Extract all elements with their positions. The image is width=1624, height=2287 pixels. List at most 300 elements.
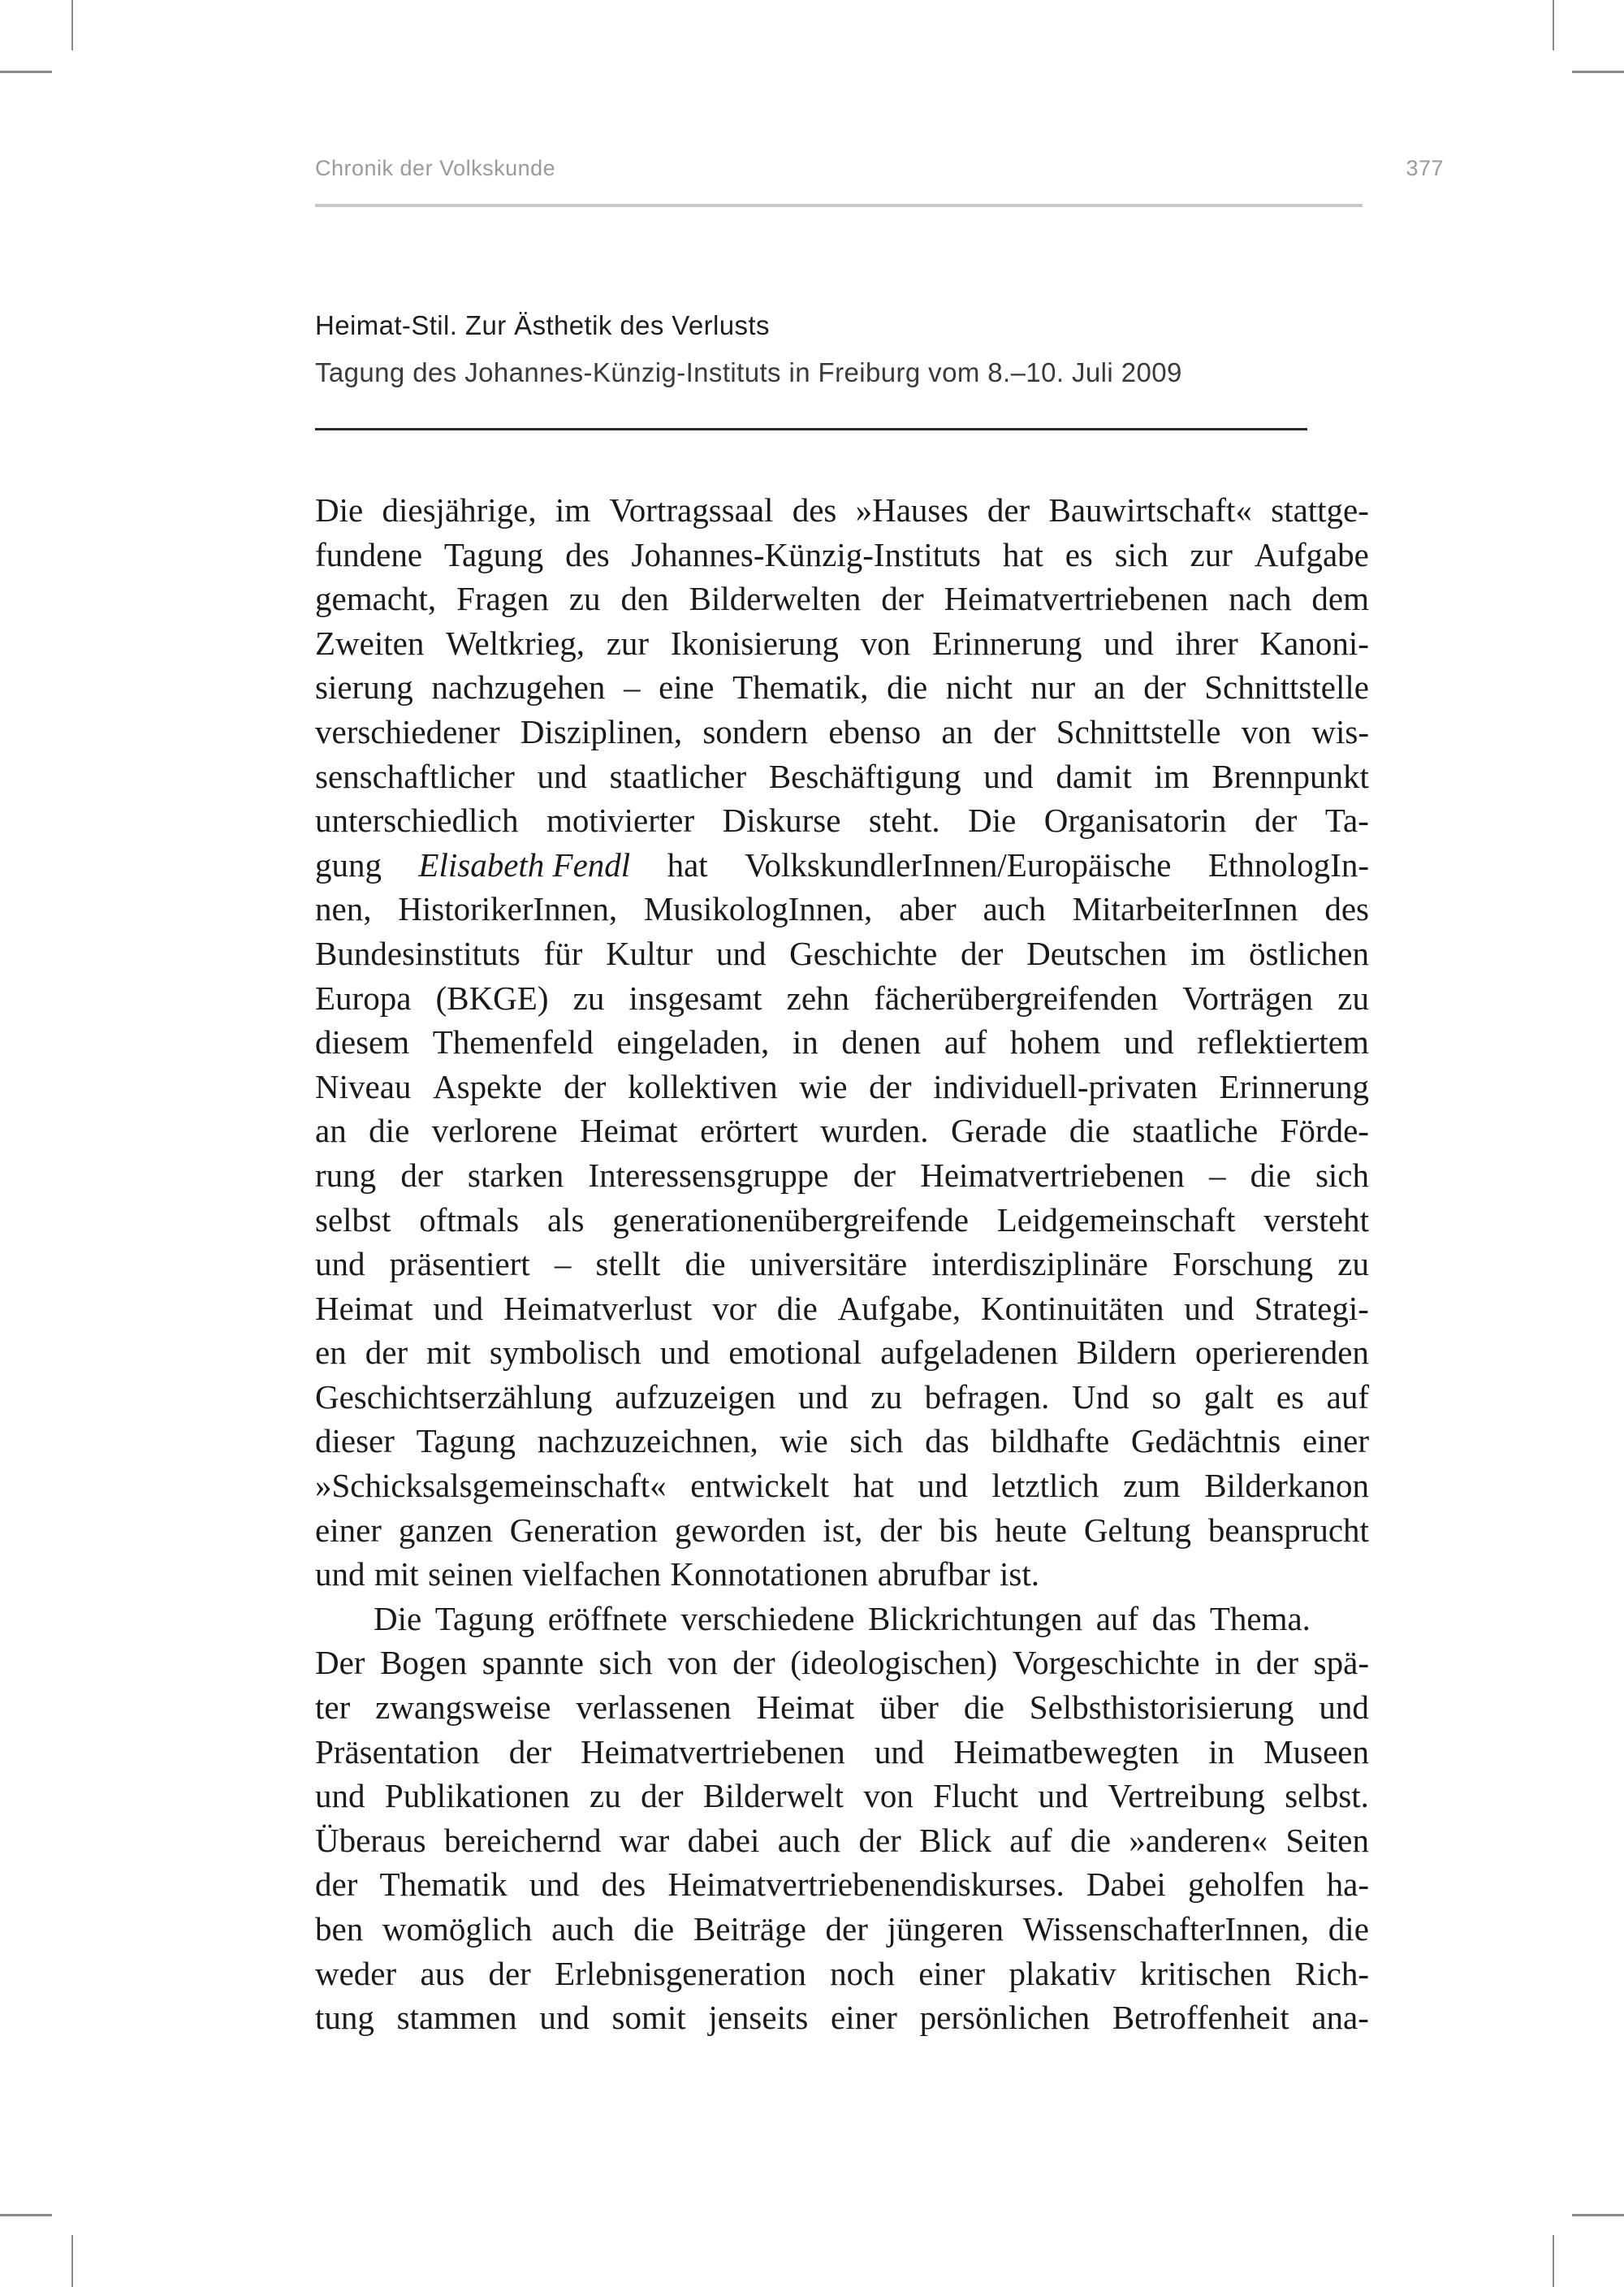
word: Heimat <box>580 1112 678 1150</box>
word: hohem <box>1009 1023 1101 1061</box>
word: der <box>400 1156 443 1194</box>
word: Konnotationen <box>670 1555 869 1593</box>
word: im <box>1154 757 1190 795</box>
word: und <box>1124 1023 1174 1061</box>
word: Tagung <box>434 1599 535 1637</box>
word: so <box>1151 1377 1181 1416</box>
word: universitäre <box>749 1245 908 1283</box>
word: in <box>792 1023 818 1061</box>
word: Bundesinstituts <box>315 934 520 972</box>
word: sich <box>1315 1156 1369 1194</box>
word: senschaftlicher <box>315 757 515 795</box>
word: die <box>887 668 928 707</box>
word: und <box>537 757 588 795</box>
word: Geschichte <box>789 934 938 972</box>
word: ter <box>315 1688 351 1727</box>
crop-mark-top-right-vertical <box>1553 0 1554 50</box>
word: Fragen <box>456 580 549 618</box>
text-line <box>315 1020 1369 1065</box>
word: kritischen <box>1139 1954 1272 1992</box>
word: und <box>539 1999 590 2037</box>
word: Der <box>315 1644 365 1682</box>
word: MitarbeiterInnen <box>1072 890 1298 928</box>
word: (ideologischen) <box>790 1644 998 1682</box>
word: Heimatvertriebenen <box>944 580 1209 618</box>
word: fächerübergreifenden <box>874 979 1159 1017</box>
word: Heimatverlust <box>503 1289 693 1327</box>
word: HistorikerInnen, <box>398 890 618 928</box>
word: Vorträgen <box>1182 979 1314 1017</box>
word: verschiedene <box>680 1599 855 1637</box>
word: VolkskundlerInnen/Europäische <box>745 845 1172 884</box>
word: Ta- <box>1324 802 1369 840</box>
word: Weltkrieg, <box>446 624 585 662</box>
word: in <box>1208 1732 1235 1770</box>
word: bereichernd <box>443 1821 602 1859</box>
word: an <box>1093 668 1125 707</box>
word: der <box>564 1067 607 1105</box>
word: verlorene <box>431 1112 558 1150</box>
word: vor <box>712 1289 757 1327</box>
text-line <box>315 1419 1369 1463</box>
word: vielfachen <box>522 1555 662 1593</box>
word: und <box>659 1334 710 1372</box>
italic-name: Elisabeth Fendl <box>418 845 631 884</box>
word: Blickrichtungen <box>868 1599 1083 1637</box>
word: verschiedener <box>315 712 500 750</box>
word: der <box>858 1821 901 1859</box>
word: von <box>863 1777 914 1815</box>
word: abrufbar <box>877 1555 991 1593</box>
word: ihrer <box>1175 624 1238 662</box>
text-line <box>315 488 1369 533</box>
word: einer <box>918 1954 986 1992</box>
word: und <box>1184 1289 1234 1327</box>
word: Schnittstelle <box>1204 668 1369 707</box>
word: Heimatbewegten <box>953 1732 1180 1770</box>
text-line <box>315 1685 1369 1730</box>
word: Vortragssaal <box>609 491 774 529</box>
word: entwickelt <box>690 1467 830 1505</box>
word: Ikonisierung <box>670 624 840 662</box>
text-line <box>315 710 1369 754</box>
word: Museen <box>1263 1732 1369 1770</box>
word: auf <box>1326 1377 1369 1416</box>
word: hat <box>853 1467 894 1505</box>
word: als <box>546 1200 585 1239</box>
word: die <box>1250 1156 1291 1194</box>
word: en <box>315 1334 347 1372</box>
word: Erlebnisgeneration <box>555 1954 806 1992</box>
article-subtitle: Tagung des Johannes-Künzig-Instituts in Freiburg vom 8.–10. Juli 2009 <box>315 357 1182 387</box>
word: Thematik, <box>732 668 869 707</box>
word: Gedächtnis <box>1130 1422 1281 1460</box>
word: ben <box>315 1910 364 1948</box>
word: der <box>993 712 1036 750</box>
word: Tagung <box>443 535 544 573</box>
word: Thema. <box>1209 1599 1311 1637</box>
word: befragen. <box>924 1377 1050 1416</box>
word: und <box>433 1289 484 1327</box>
word: jüngeren <box>887 1910 1004 1948</box>
text-line <box>315 1375 1369 1420</box>
word: und <box>315 1555 365 1593</box>
word: sich <box>598 1644 653 1682</box>
word: die <box>963 1688 1004 1727</box>
word: jenseits <box>708 1999 809 2037</box>
word: Dabei <box>1086 1865 1166 1904</box>
word: Aufgabe <box>1254 535 1369 573</box>
word: Aufgabe, <box>837 1289 961 1327</box>
word: und <box>1038 1777 1088 1815</box>
word: Die <box>968 802 1017 840</box>
word: motivierter <box>546 802 695 840</box>
word: Beiträge <box>693 1910 806 1948</box>
word: emotional <box>728 1334 862 1372</box>
text-line <box>315 887 1369 932</box>
word: nachzuzeichnen, <box>537 1422 758 1460</box>
word: aufzuzeigen <box>615 1377 776 1416</box>
word: Rich- <box>1294 1954 1369 1992</box>
word: Bogen <box>380 1644 468 1682</box>
text-line <box>315 1641 1369 1685</box>
word: zu <box>568 580 601 618</box>
word: ist, <box>823 1511 863 1549</box>
word: Geschichtserzählung <box>315 1377 593 1416</box>
word: Betroffenheit <box>1112 1999 1289 2037</box>
word: Themenfeld <box>432 1023 594 1061</box>
text-line <box>315 1286 1369 1331</box>
word: hat <box>1002 535 1043 573</box>
word: reflektiertem <box>1197 1023 1369 1061</box>
text-line <box>315 1995 1369 2040</box>
text-line <box>315 1109 1369 1153</box>
word: im <box>1190 934 1226 972</box>
word: »Hauses <box>855 491 969 529</box>
word: – <box>554 1245 572 1283</box>
word: des <box>601 1865 646 1904</box>
text-line <box>315 1065 1369 1109</box>
word: selbst. <box>1285 1777 1369 1815</box>
word: Die <box>374 1599 422 1637</box>
word: unterschiedlich <box>315 802 519 840</box>
word: womöglich <box>382 1910 533 1948</box>
word: zu <box>870 1377 902 1416</box>
word: mit <box>426 1334 471 1372</box>
word: der <box>961 934 1004 972</box>
word: nicht <box>945 668 1013 707</box>
word: (BKGE) <box>435 979 549 1017</box>
word: der <box>881 580 924 618</box>
word: einer <box>1302 1422 1369 1460</box>
word: ha- <box>1326 1865 1369 1904</box>
word: zu <box>1337 1245 1369 1283</box>
word: mit <box>374 1555 419 1593</box>
word: Bilderkanon <box>1204 1467 1369 1505</box>
word: Strategi- <box>1254 1289 1369 1327</box>
word: zum <box>1123 1467 1181 1505</box>
running-head <box>315 156 1444 181</box>
word: sich <box>849 1422 904 1460</box>
word: galt <box>1203 1377 1255 1416</box>
word: noch <box>830 1954 895 1992</box>
word: auf <box>1095 1599 1139 1637</box>
word: nach <box>1229 580 1292 618</box>
text-line <box>315 1463 1369 1508</box>
word: Beschäftigung <box>768 757 961 795</box>
word: Europa <box>315 979 412 1017</box>
word: dabei <box>687 1821 760 1859</box>
text-line <box>315 798 1369 843</box>
word: Schnittstelle <box>1056 712 1221 750</box>
word: steht. <box>868 802 940 840</box>
word: auf <box>944 1023 987 1061</box>
word: Heimat <box>756 1688 855 1727</box>
word: stellt <box>595 1245 661 1283</box>
word: beansprucht <box>1207 1511 1369 1549</box>
word: die <box>633 1910 675 1948</box>
word: starken <box>467 1156 564 1194</box>
word: operierenden <box>1194 1334 1369 1372</box>
text-line <box>315 1242 1369 1286</box>
word: Disziplinen, <box>520 712 683 750</box>
word: Erinnerung <box>1219 1067 1369 1105</box>
word: Deutschen <box>1026 934 1168 972</box>
text-line <box>315 1198 1369 1243</box>
word: spä- <box>1313 1644 1369 1682</box>
word: Tagung <box>416 1422 516 1460</box>
text-line <box>315 1153 1369 1198</box>
word: zur <box>1190 535 1233 573</box>
text-line <box>315 1330 1369 1375</box>
crop-mark-bottom-left-horizontal <box>0 2214 52 2216</box>
word: Gerade <box>950 1112 1047 1150</box>
word: Bilderwelt <box>702 1777 844 1815</box>
word: der <box>1255 1644 1299 1682</box>
word: einer <box>315 1511 382 1549</box>
word: letztlich <box>991 1467 1099 1505</box>
word: dieser <box>315 1422 395 1460</box>
word: und <box>529 1865 580 1904</box>
word: Brennpunkt <box>1212 757 1369 795</box>
word: Selbsthistorisierung <box>1029 1688 1294 1727</box>
word: Organisatorin <box>1043 802 1227 840</box>
word: in <box>1215 1644 1242 1682</box>
word: für <box>543 934 583 972</box>
word: eröffnete <box>547 1599 667 1637</box>
word: Leidgemeinschaft <box>996 1200 1236 1239</box>
word: persönlichen <box>919 1999 1091 2037</box>
word: Seiten <box>1285 1821 1369 1859</box>
word: zu <box>1337 979 1369 1017</box>
running-head-rule <box>315 204 1363 207</box>
word: Thematik <box>379 1865 508 1904</box>
word: das <box>1151 1599 1197 1637</box>
word: die <box>776 1289 818 1327</box>
word: war <box>619 1821 670 1859</box>
word: bildhafte <box>991 1422 1110 1460</box>
word: der <box>869 1067 912 1105</box>
word: tung <box>315 1999 374 2037</box>
word: der <box>879 1511 922 1549</box>
word: nen, <box>315 890 372 928</box>
word: Forschung <box>1172 1245 1314 1283</box>
word: sondern <box>702 712 809 750</box>
word: und <box>1104 624 1154 662</box>
word: denen <box>841 1023 922 1061</box>
word: Heimatvertriebenen <box>581 1732 845 1770</box>
word: Diskurse <box>722 802 841 840</box>
word: Die <box>315 491 364 529</box>
word: individuell-privaten <box>933 1067 1198 1105</box>
word: dem <box>1311 580 1369 618</box>
word: es <box>1065 535 1093 573</box>
word: der <box>641 1777 684 1815</box>
word: der <box>1255 802 1298 840</box>
word: der <box>825 1910 868 1948</box>
word: Vorgeschichte <box>1012 1644 1200 1682</box>
word: Und <box>1072 1377 1129 1416</box>
word: versteht <box>1263 1200 1369 1239</box>
text-line <box>315 1952 1369 1996</box>
word: »Schicksalsgemeinschaft« <box>315 1467 667 1505</box>
word: zu <box>572 979 605 1017</box>
word: des <box>1324 890 1369 928</box>
word: nur <box>1030 668 1076 707</box>
word: und <box>715 934 767 972</box>
word: verlassenen <box>576 1688 732 1727</box>
word: die <box>1069 1112 1110 1150</box>
word: kollektiven <box>628 1067 778 1105</box>
word: des <box>565 535 610 573</box>
word: der <box>987 491 1030 529</box>
word: zehn <box>786 979 850 1017</box>
word: – <box>624 668 641 707</box>
text-line <box>315 1552 1369 1597</box>
word: wurden. <box>820 1112 929 1150</box>
text-line <box>315 843 1369 888</box>
word: wie <box>799 1067 848 1105</box>
word: der <box>365 1334 408 1372</box>
word: aus <box>420 1954 465 1992</box>
word: oftmals <box>419 1200 520 1239</box>
word: »anderen« <box>1129 1821 1268 1859</box>
word: Bauwirtschaft« <box>1048 491 1252 529</box>
word: und <box>798 1377 849 1416</box>
word: EthnologIn- <box>1207 845 1369 884</box>
word: heute <box>995 1511 1067 1549</box>
word: die <box>1069 1821 1112 1859</box>
word: auch <box>983 890 1046 928</box>
text-line <box>315 1862 1369 1907</box>
word: staatlicher <box>609 757 747 795</box>
word: Johannes-Künzig-Instituts <box>631 535 981 573</box>
word: interdisziplinäre <box>931 1245 1148 1283</box>
word: geholfen <box>1188 1865 1305 1904</box>
word: bis <box>939 1511 978 1549</box>
word: von <box>860 624 911 662</box>
page-number: 377 <box>1406 156 1444 180</box>
text-line <box>315 1508 1369 1553</box>
word: der <box>315 1865 358 1904</box>
word: von <box>667 1644 718 1682</box>
word: Erinnerung <box>932 624 1082 662</box>
word: das <box>925 1422 970 1460</box>
word: fundene <box>315 535 423 573</box>
word: WissenschafterInnen, <box>1022 1910 1310 1948</box>
word: und <box>315 1245 365 1283</box>
word: Kontinuitäten <box>980 1289 1164 1327</box>
crop-mark-bottom-right-vertical <box>1553 2235 1554 2287</box>
word: es <box>1276 1377 1304 1416</box>
word: hat <box>667 845 708 884</box>
word: der <box>488 1954 531 1992</box>
crop-mark-top-right-horizontal <box>1572 71 1624 73</box>
word: Blick <box>919 1821 991 1859</box>
text-line <box>315 621 1369 666</box>
word: Überaus <box>315 1821 426 1859</box>
word: selbst <box>315 1200 391 1239</box>
word: Bilderwelten <box>689 580 862 618</box>
word: diesjährige, <box>382 491 537 529</box>
word: somit <box>611 1999 686 2037</box>
word: wis- <box>1311 712 1369 750</box>
text-line <box>315 754 1369 799</box>
word: sich <box>1114 535 1168 573</box>
word: insgesamt <box>628 979 762 1017</box>
word: Vertreibung <box>1108 1777 1265 1815</box>
word: aufgeladenen <box>880 1334 1058 1372</box>
word: spannte <box>482 1644 584 1682</box>
word: Flucht <box>933 1777 1019 1815</box>
article-title: Heimat-Stil. Zur Ästhetik des Verlusts <box>315 310 770 340</box>
text-line <box>315 1818 1369 1863</box>
word: eingeladen, <box>616 1023 770 1061</box>
word: ana- <box>1311 1999 1369 2037</box>
word: östlichen <box>1248 934 1369 972</box>
text-line <box>315 1774 1369 1818</box>
text-line <box>315 533 1369 577</box>
word: die <box>369 1112 410 1150</box>
word: der <box>508 1732 552 1770</box>
word: zwangsweise <box>375 1688 551 1727</box>
word: und <box>918 1467 968 1505</box>
word: stattge- <box>1271 491 1369 529</box>
word: von <box>1241 712 1292 750</box>
word: Heimat <box>315 1289 413 1327</box>
word: die <box>1328 1910 1369 1948</box>
word: Heimatvertriebenendiskurses. <box>667 1865 1065 1904</box>
word: Interessensgruppe <box>588 1156 829 1194</box>
article-body <box>315 488 1369 2040</box>
crop-mark-bottom-left-vertical <box>71 2235 73 2287</box>
word: Kultur <box>606 934 693 972</box>
title-rule <box>315 428 1307 430</box>
word: geworden <box>674 1511 806 1549</box>
word: über <box>879 1688 939 1727</box>
word: präsentiert <box>389 1245 530 1283</box>
word: gemacht, <box>315 580 437 618</box>
word: plakativ <box>1009 1954 1116 1992</box>
paragraph <box>315 1597 1369 2040</box>
word: ist. <box>1000 1555 1040 1593</box>
word: Heimatvertriebenen <box>920 1156 1185 1194</box>
word: erörtert <box>700 1112 798 1150</box>
word: und <box>983 757 1034 795</box>
word: ganzen <box>398 1511 493 1549</box>
word: eine <box>659 668 715 707</box>
word: staatliche <box>1132 1112 1259 1150</box>
